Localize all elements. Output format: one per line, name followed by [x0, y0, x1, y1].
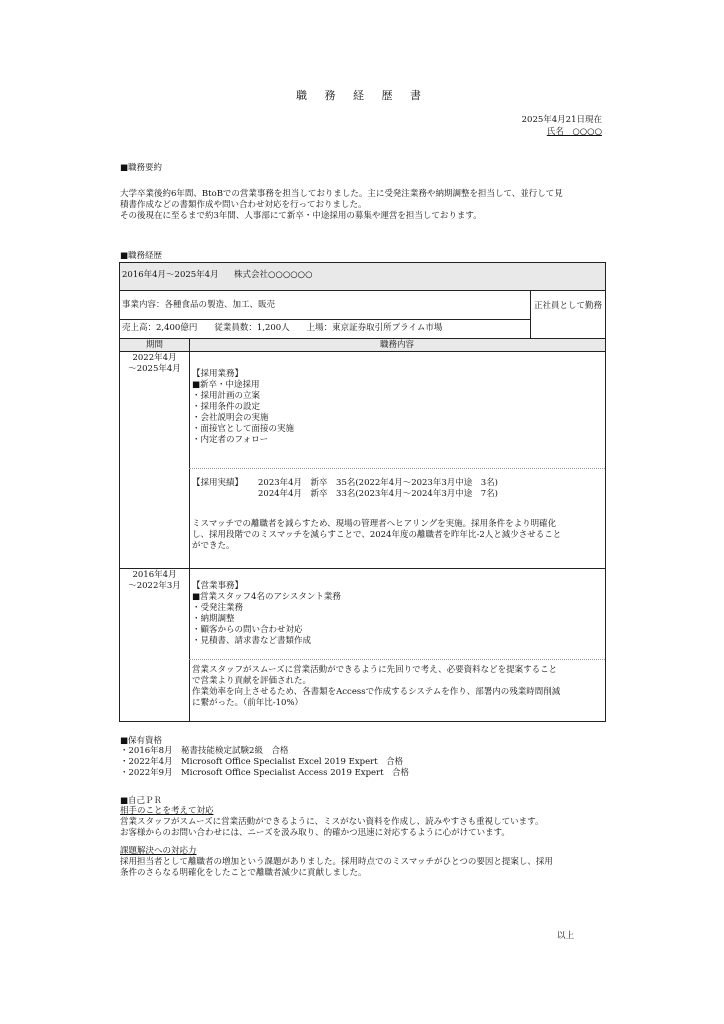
col-duties-header: 職務内容 [379, 340, 414, 350]
pr-line: お客様からのお問い合わせには、ニーズを汲み取り、的確かつ迅速に対応するように心がけています。 [120, 828, 510, 838]
document-date: 2025年4月21日現在 [521, 115, 602, 125]
note-line: 営業スタッフがスムーズに営業活動ができるように先回りで考え、必要資料などを提案すること [192, 665, 558, 675]
summary-line: 大学卒業後約6年間、BtoBでの営業事務を担当しておりました。主に受発注業務や納期調整を担当して、並行して見 [120, 189, 563, 199]
pr-line: 営業スタッフがスムーズに営業活動ができるように、ミスがない資料を作成し、読みやすさも重視しています。 [120, 817, 544, 827]
pr-line: 条件のさらなる明確化をしたことで離職者減少に貢献しました。 [120, 868, 367, 878]
col-period-header: 期間 [145, 340, 163, 350]
note-line: ができた。 [192, 541, 235, 551]
closing-text: 以上 [557, 931, 575, 941]
duties-block-1 [192, 369, 294, 446]
company-name: 株式会社○○○○○○ [234, 270, 313, 280]
note-line: ミスマッチでの離職者を減らすため、現場の管理者へヒアリングを実施。採用条件をより明確化 [192, 519, 557, 529]
duty-item: ・面接官として面接の実施 [192, 424, 295, 434]
duty-item: ・顧客からの問い合わせ対応 [192, 625, 303, 635]
pr-text-1 [120, 817, 543, 839]
achievement-note-2 [192, 665, 560, 709]
summary-line: 積書作成などの書類作成や問い合わせ対応を行っておりました。 [120, 200, 367, 210]
period-start-1: 2022年4月 [132, 353, 177, 363]
duty-item: ・納期調整 [192, 614, 235, 624]
duty-heading: 【採用業務】 [192, 369, 244, 379]
period-start-2: 2016年4月 [132, 570, 177, 580]
applicant-name: 氏名 ○○○○ [546, 127, 602, 137]
duty-subheading: ■新卒・中途採用 [192, 380, 260, 390]
duty-item: ・見積書、請求書など書類作成 [192, 636, 312, 646]
duty-item: ・採用計画の立案 [192, 391, 261, 401]
career-table [119, 262, 606, 722]
period-end-2: ～2022年3月 [128, 581, 181, 591]
company-stats: 売上高：2,400億円 従業員数：1,200人 上場：東京証券取引所プライム市場 [122, 323, 443, 333]
qualifications-list [120, 746, 409, 779]
summary-text [120, 189, 610, 222]
summary-line: その後現在に至るまで約3年間、人事部にて新卒・中途採用の募集や運営を担当しております。 [120, 211, 482, 221]
note-line: し、採用段階でのミスマッチを減らすことで、2024年度の離職者を昨年比-2人と減少させること [192, 530, 562, 540]
results-list [258, 478, 498, 500]
business-description: 事業内容：各種食品の製造、加工、販売 [122, 300, 276, 310]
qualifications-heading: ■保有資格 [120, 736, 163, 746]
results-line: 2023年4月 新卒 35名(2022年4月～2023年3月中途 3名) [258, 478, 498, 488]
duty-item: ・採用条件の設定 [192, 402, 261, 412]
duties-block-2 [192, 581, 341, 647]
employment-type: 正社員として勤務 [534, 301, 603, 311]
pr-subheading-1: 相手のことを考えて対応 [120, 806, 214, 816]
duty-heading: 【営業事務】 [192, 581, 244, 591]
note-line: 作業効率を向上させるため、各書類をAccessで作成するシステムを作り、部署内の残業時間削減 [192, 687, 561, 697]
results-label: 【採用実績】 [192, 478, 244, 488]
duty-item: ・受発注業務 [192, 603, 244, 613]
duty-item: ・内定者のフォロー [192, 435, 269, 445]
document-title: 職 務 経 歴 書 [296, 89, 428, 102]
pr-text-2 [120, 857, 553, 879]
qualification-item: ・2022年9月 Microsoft Office Specialist Access 2019 Expert 合格 [120, 768, 410, 778]
note-line: に繋がった。（前年比-10%） [192, 698, 304, 708]
history-heading: ■職務経歴 [120, 251, 163, 261]
duty-subheading: ■営業スタッフ4名のアシスタント業務 [192, 592, 341, 602]
achievement-note-1 [192, 519, 561, 552]
qualification-item: ・2016年8月 秘書技能検定試験2級 合格 [120, 746, 289, 756]
note-line: で営業より貢献を評価された。 [192, 676, 312, 686]
results-line: 2024年4月 新卒 33名(2023年4月～2024年3月中途 7名) [258, 489, 498, 499]
duty-item: ・会社説明会の実施 [192, 413, 269, 423]
pr-heading: ■自己ＰＲ [120, 796, 163, 806]
pr-subheading-2: 課題解決への対応力 [120, 846, 197, 856]
summary-heading: ■職務要約 [120, 163, 163, 173]
company-period: 2016年4月～2025年4月 [122, 270, 219, 280]
pr-line: 採用担当者として離職者の増加という課題がありました。採用時点でのミスマッチがひとつの要因と提案し、採用 [120, 857, 553, 867]
period-end-1: ～2025年4月 [128, 364, 181, 374]
qualification-item: ・2022年4月 Microsoft Office Specialist Excel 2019 Expert 合格 [120, 757, 404, 767]
